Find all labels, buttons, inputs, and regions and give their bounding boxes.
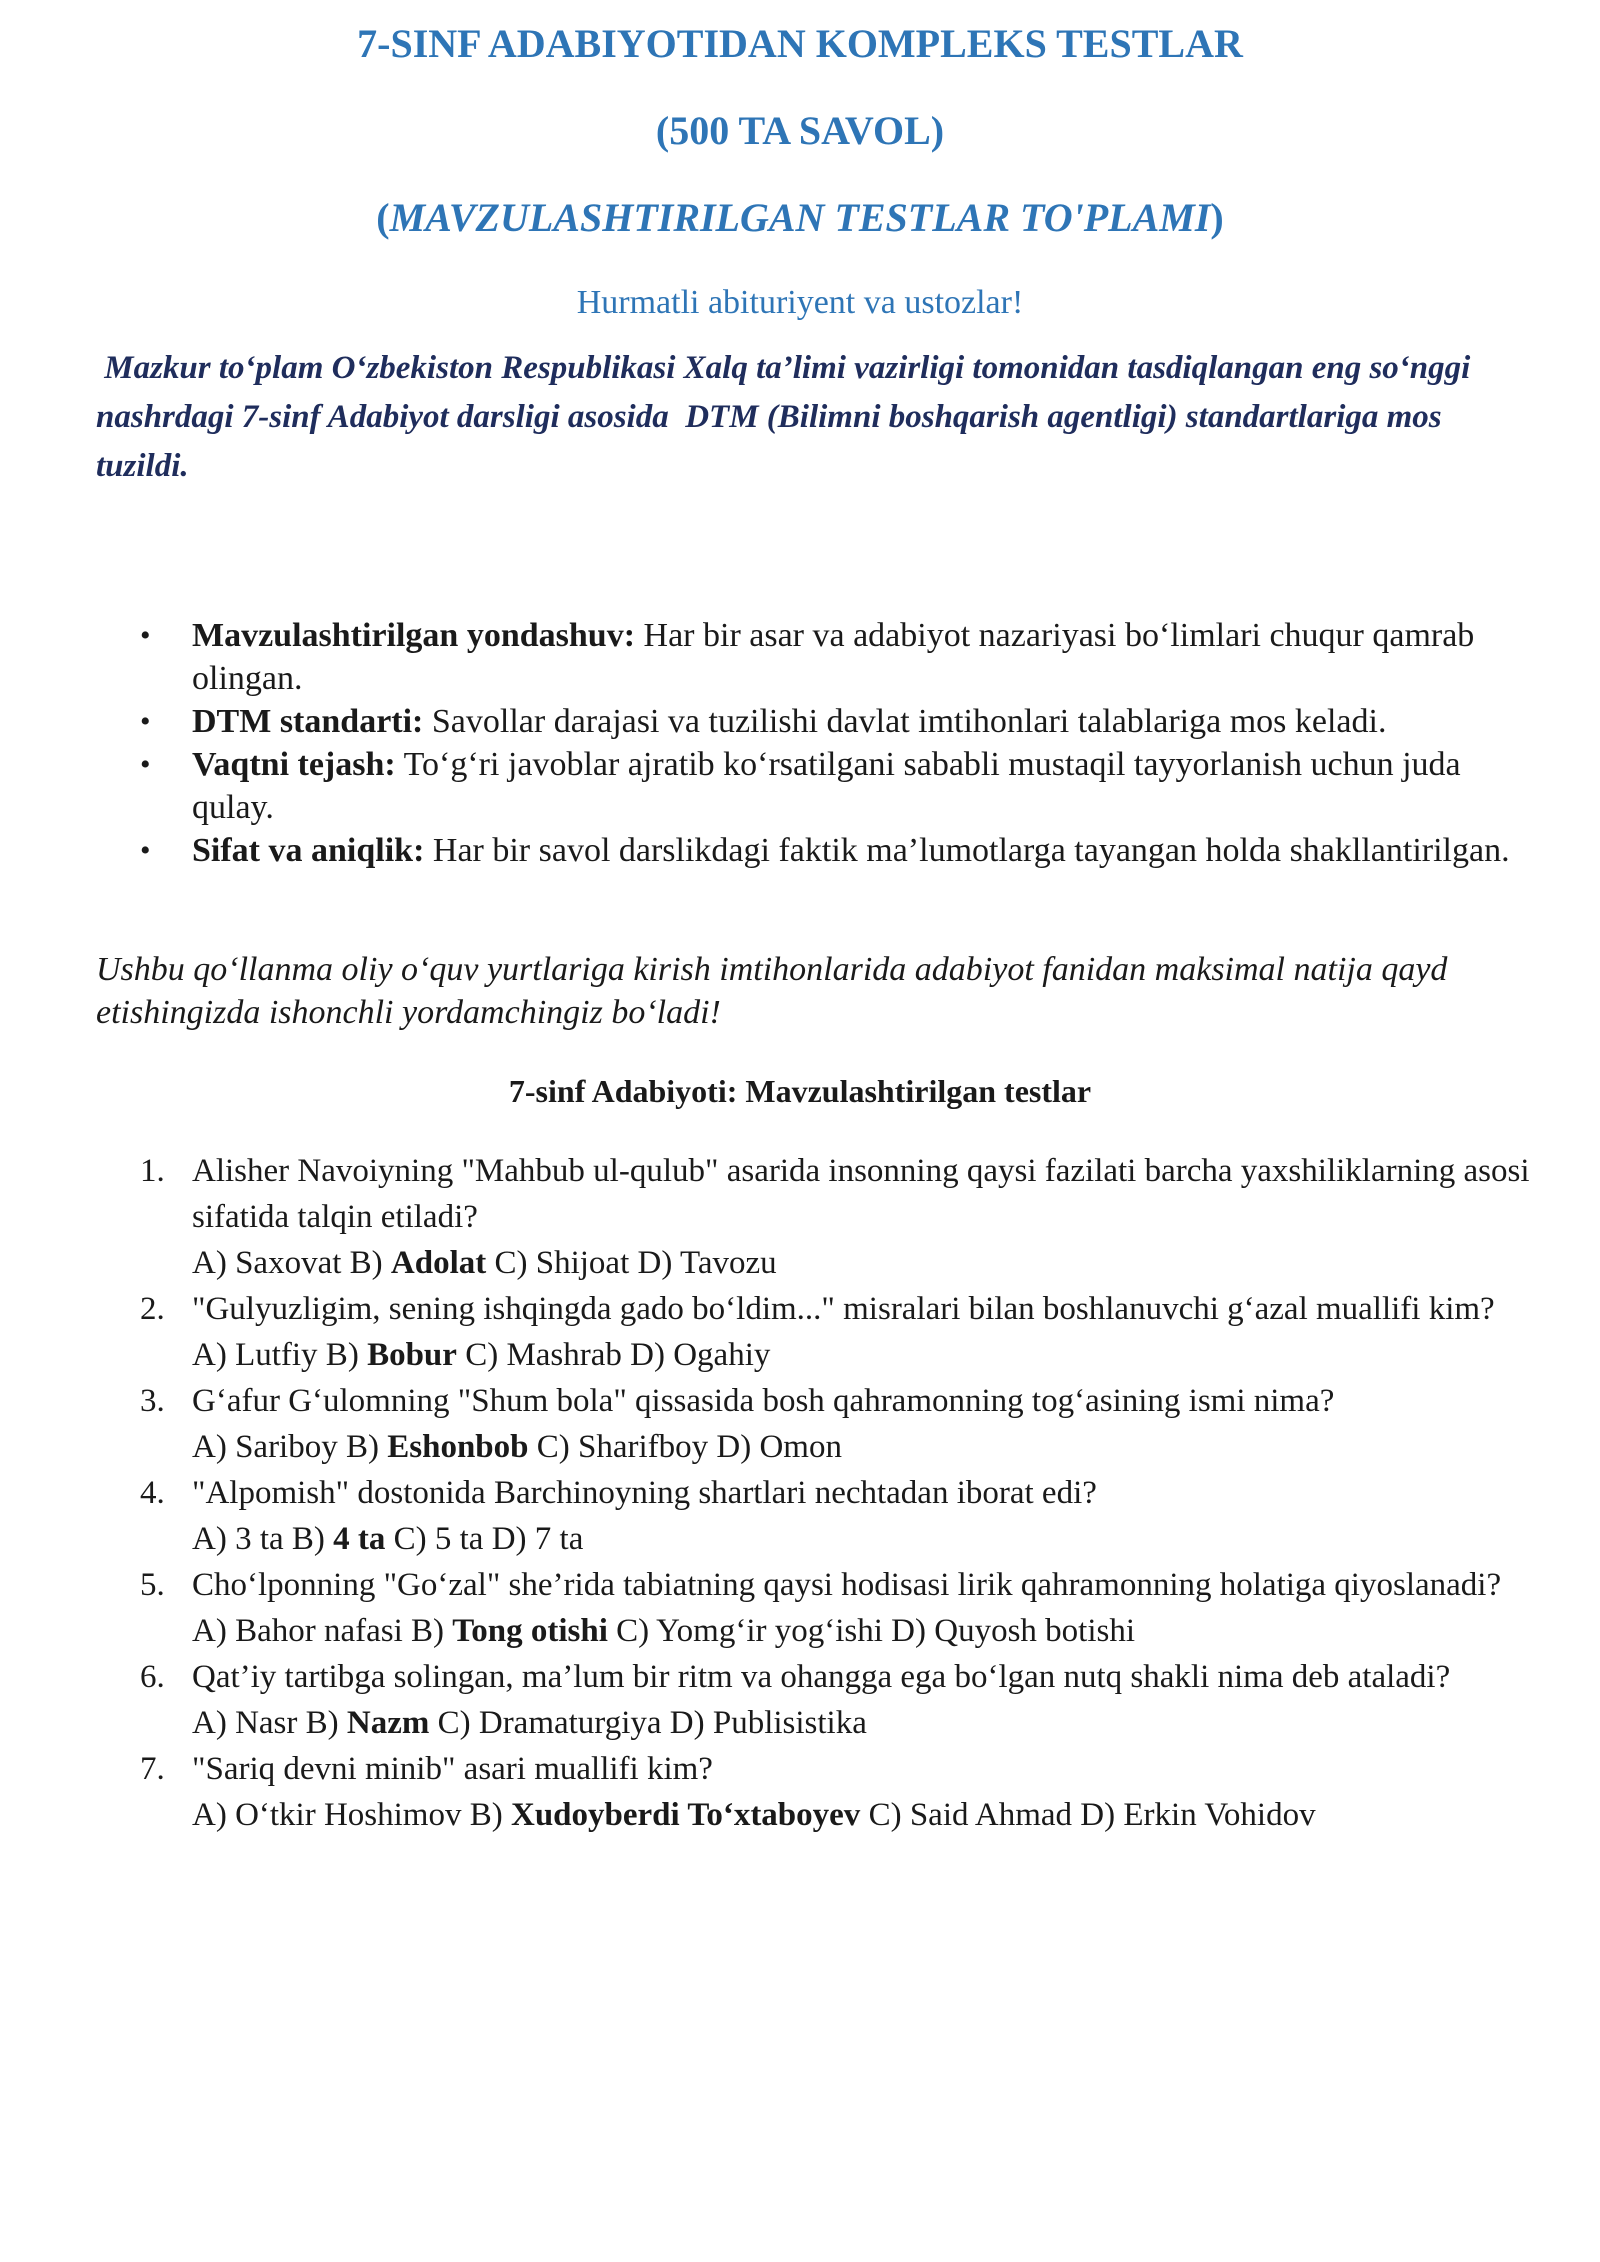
answer-options — [192, 1424, 1560, 1470]
correct-answer: 4 ta — [333, 1521, 386, 1557]
answer-options — [192, 1240, 1560, 1286]
document-title: 7-SINF ADABIYOTIDAN KOMPLEKS TESTLAR — [357, 21, 1243, 66]
question-number: 5. — [140, 1567, 165, 1603]
question-text: "Sariq devni minib" asari muallifi kim? — [192, 1751, 713, 1787]
options-after: C) Said Ahmad D) Erkin Vohidov — [860, 1797, 1316, 1833]
answer-options — [192, 1792, 1560, 1838]
correct-answer: Bobur — [367, 1337, 457, 1373]
options-after: C) Shijoat D) Tavozu — [486, 1245, 777, 1281]
answer-options — [192, 1608, 1560, 1654]
options-after: C) 5 ta D) 7 ta — [385, 1521, 584, 1557]
question-item — [140, 1654, 1560, 1746]
options-after: C) Yomg‘ir yog‘ishi D) Quyosh botishi — [607, 1613, 1136, 1649]
section-title: 7-sinf Adabiyoti: Mavzulashtirilgan testlar — [508, 1073, 1092, 1109]
question-text: "Alpomish" dostonida Barchinoyning shartlari nechtadan iborat edi? — [192, 1475, 1097, 1511]
correct-answer: Xudoyberdi To‘xtaboyev — [510, 1797, 861, 1833]
options-before: A) Nasr B) — [192, 1705, 347, 1741]
question-count: (500 TA SAVOL) — [655, 108, 945, 153]
feature-text: Har bir savol darslikdagi faktik ma’lumotlarga tayangan holda shakllantirilgan. — [424, 832, 1510, 869]
options-before: A) Lutfiy B) — [192, 1337, 368, 1373]
question-list — [140, 1148, 1560, 1838]
feature-item — [140, 743, 1540, 829]
correct-answer: Nazm — [346, 1705, 430, 1741]
feature-title: DTM standarti: — [192, 703, 424, 740]
greeting: Hurmatli abituriyent va ustozlar! — [576, 284, 1024, 321]
question-number: 4. — [140, 1475, 165, 1511]
options-after: C) Sharifboy D) Omon — [528, 1429, 842, 1465]
question-item — [140, 1746, 1560, 1838]
options-before: A) Sariboy B) — [192, 1429, 388, 1465]
question-text: Cho‘lponning "Go‘zal" she’rida tabiatning qaysi hodisasi lirik qahramonning holatiga qiyoslanadi? — [192, 1567, 1502, 1603]
feature-text: Har bir asar va adabiyot nazariyasi bo‘limlari chuqur qamrab olingan. — [192, 617, 1475, 697]
question-number: 2. — [140, 1291, 165, 1327]
question-item — [140, 1378, 1560, 1470]
question-text: G‘afur G‘ulomning "Shum bola" qissasida bosh qahramonning tog‘asining ismi nima? — [192, 1383, 1335, 1419]
options-before: A) 3 ta B) — [192, 1521, 334, 1557]
correct-answer: Adolat — [390, 1245, 487, 1281]
options-after: C) Dramaturgiya D) Publisistika — [429, 1705, 867, 1741]
document-subtitle — [0, 192, 1600, 244]
feature-title: Sifat va aniqlik: — [192, 832, 425, 869]
options-before: A) O‘tkir Hoshimov B) — [192, 1797, 511, 1833]
question-text: Qat’iy tartibga solingan, ma’lum bir ritm va ohangga ega bo‘lgan nutq shakli nima deb ataladi? — [192, 1659, 1451, 1695]
intro-paragraph: Mazkur to‘plam O‘zbekiston Respublikasi Xalq ta’limi vazirligi tomonidan tasdiqlangan eng so‘nggi nashrdagi 7-sinf Adabiyot darsligi asosida DTM (Bilimni boshqarish agentligi) standartlariga mos tuzildi. — [96, 350, 1479, 484]
question-number: 6. — [140, 1659, 165, 1695]
question-item — [140, 1470, 1560, 1562]
feature-title: Vaqtni tejash: — [192, 746, 396, 783]
question-text: "Gulyuzligim, sening ishqingda gado bo‘ldim..." misralari bilan boshlanuvchi g‘azal muallifi kim? — [192, 1291, 1495, 1327]
feature-list — [140, 614, 1540, 872]
question-item — [140, 1286, 1560, 1378]
subtitle-text: MAVZULASHTIRILGAN TESTLAR TO'PLAMI — [389, 195, 1211, 240]
question-text: Alisher Navoiyning "Mahbub ul-qulub" asarida insonning qaysi fazilati barcha yaxshiliklarning asosi sifatida talqin etiladi? — [192, 1153, 1530, 1235]
subtitle-open-paren: ( — [376, 195, 390, 240]
question-number: 7. — [140, 1751, 165, 1787]
options-before: A) Bahor nafasi B) — [192, 1613, 453, 1649]
correct-answer: Eshonbob — [387, 1429, 529, 1465]
question-number: 3. — [140, 1383, 165, 1419]
subtitle-close-paren: ) — [1210, 195, 1224, 240]
closing-paragraph: Ushbu qo‘llanma oliy o‘quv yurtlariga kirish imtihonlarida adabiyot fanidan maksimal natija qayd etishingizda ishonchli yordamchingiz bo‘ladi! — [96, 951, 1448, 1031]
feature-text: To‘g‘ri javoblar ajratib ko‘rsatilgani sababli mustaqil tayyorlanish uchun juda qulay. — [192, 746, 1461, 826]
correct-answer: Tong otishi — [452, 1613, 608, 1649]
feature-title: Mavzulashtirilgan yondashuv: — [192, 617, 636, 654]
answer-options — [192, 1700, 1560, 1746]
feature-item — [140, 700, 1540, 743]
answer-options — [192, 1332, 1560, 1378]
question-item — [140, 1562, 1560, 1654]
feature-text: Savollar darajasi va tuzilishi davlat imtihonlari talablariga mos keladi. — [423, 703, 1387, 740]
feature-item — [140, 614, 1540, 700]
feature-item — [140, 829, 1540, 872]
question-item — [140, 1148, 1560, 1286]
question-number: 1. — [140, 1153, 165, 1189]
options-after: C) Mashrab D) Ogahiy — [456, 1337, 771, 1373]
options-before: A) Saxovat B) — [192, 1245, 391, 1281]
answer-options — [192, 1516, 1560, 1562]
